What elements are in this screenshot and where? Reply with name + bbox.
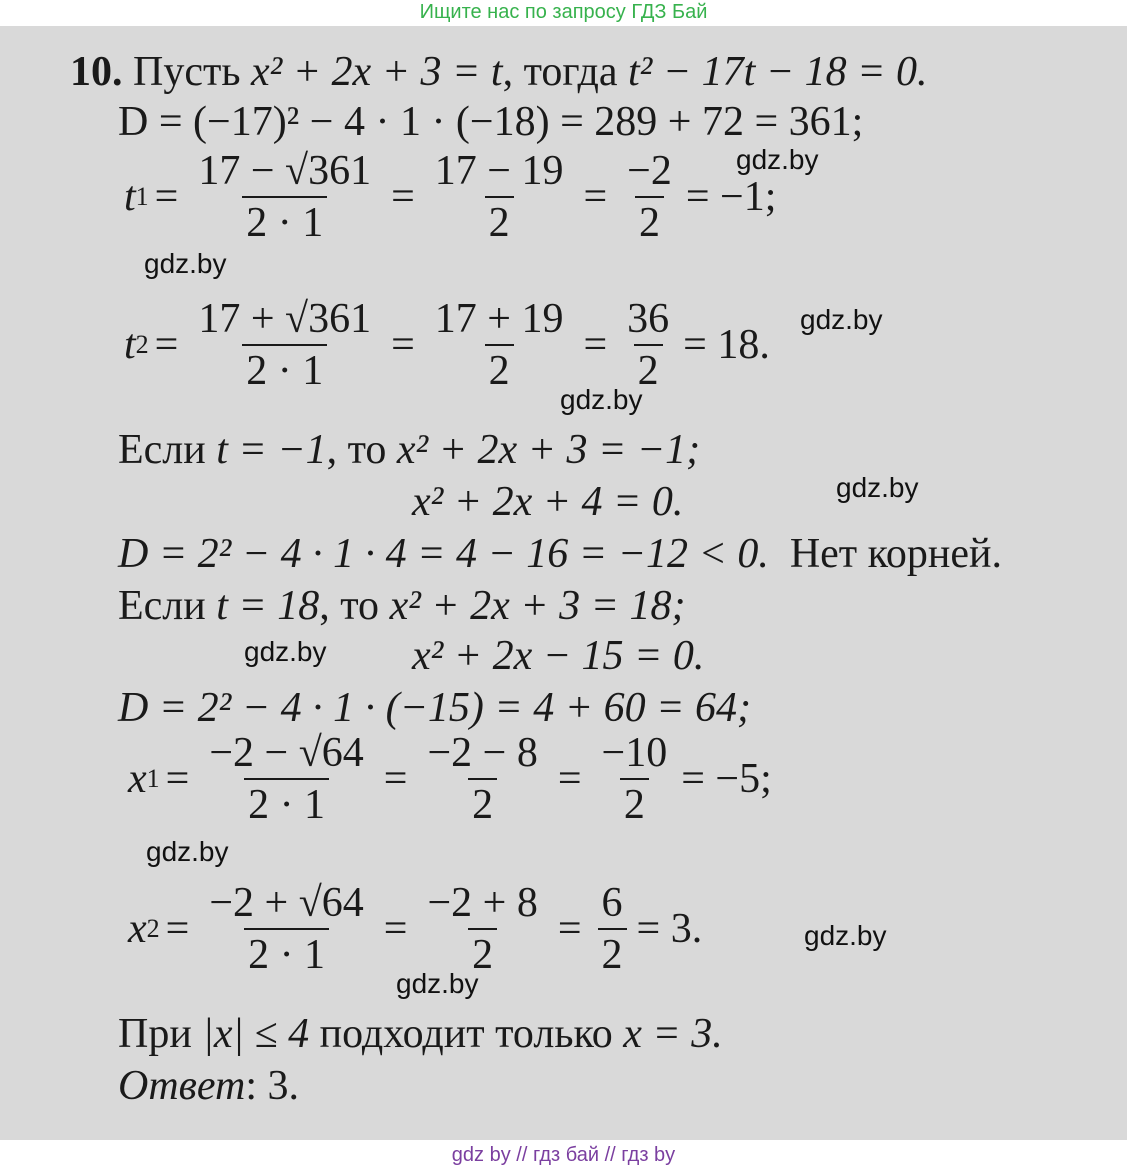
bleed-through-text [40,166,78,210]
watermark: gdz.by [736,144,819,175]
discriminant-line-2 [118,530,1002,578]
fraction-denominator: 2 [620,778,649,828]
watermark: gdz.by [800,304,883,335]
t2-result: = 18. [683,322,770,368]
fraction-denominator: 2 [634,344,663,394]
fraction [194,148,375,246]
x1-result: = −5; [681,756,772,802]
fraction-numerator: 6 [601,880,623,926]
watermark: gdz.by [836,472,919,503]
fraction-denominator: 2 [485,196,514,246]
answer-line [118,1062,299,1110]
fraction-denominator: 2 · 1 [242,344,327,394]
watermark: gdz.by [804,920,887,951]
scanned-page [0,26,1127,1140]
fraction-denominator: 2 [485,344,514,394]
case-2-line [118,582,685,630]
watermark: gdz.by [146,836,229,867]
discriminant-line-1: D = (−17)² − 4 · 1 · (−18) = 289 + 72 = 361; [118,99,864,145]
fraction-numerator: 17 − 19 [434,148,564,194]
fraction-numerator: −2 [627,148,672,194]
discriminant-line-3 [118,684,751,732]
text-then: , то [326,427,397,473]
fraction-numerator: −2 + √64 [209,880,364,926]
condition-inequality: |x| ≤ 4 [202,1011,310,1057]
case-2-value: t = 18 [216,583,320,629]
root-t2-equation: t 2 = $\frac{17 + √361}{2 \cdot 1}$ = $\frac{17 + 19}{2}$ = $\frac{36}{2}$ = 18. [124,296,770,394]
fraction [423,880,541,978]
fraction-numerator: −2 − 8 [427,730,538,776]
watermark: gdz.by [396,968,479,999]
root-x1-equation: x 1 = $\frac{-2 - √64}{2 \cdot 1}$ = $\frac{-2 - 8}{2}$ = $\frac{-10}{2}$ = −5; [128,730,772,828]
substitution-expression: x² + 2x + 3 = t [250,49,503,95]
no-roots-text: Нет корней. [789,531,1003,577]
fraction [205,880,367,978]
fraction [423,730,541,828]
text-if: Если [118,427,217,473]
fraction [623,148,676,246]
problem-number: 10. [70,49,123,95]
case-1-line [118,426,700,474]
fraction [431,296,568,394]
fraction-denominator: 2 · 1 [242,196,327,246]
t1-variable: t [124,174,136,220]
watermark: gdz.by [560,384,643,415]
fraction [431,148,568,246]
watermark: gdz.by [144,248,227,279]
case-1-value: t = −1 [216,427,327,473]
case-2-equation: x² + 2x + 3 = 18; [389,583,686,629]
x1-variable: x [128,756,147,802]
fraction-denominator: 2 · 1 [244,778,329,828]
fraction-numerator: 36 [627,296,670,342]
selected-root: x = 3. [623,1011,723,1057]
text-then: , то [319,583,390,629]
fraction [205,730,367,828]
fraction-denominator: 2 [468,928,497,978]
fraction-denominator: 2 · 1 [244,928,329,978]
answer-value: : 3. [245,1063,299,1109]
fraction-numerator: 17 + 19 [434,296,564,342]
t1-result: = −1; [685,174,777,220]
answer-label: Ответ [118,1063,246,1109]
text-for: При [118,1011,203,1057]
text-then: , тогда [502,49,629,95]
condition-line [118,1010,723,1058]
text-let: Пусть [133,49,251,95]
fraction [623,296,673,394]
discriminant-3-expression: D = 2² − 4 · 1 · (−15) = 4 + 60 = 64; [118,685,751,731]
fraction-numerator: −2 − √64 [209,730,364,776]
text-if: Если [118,583,217,629]
fraction-numerator: 17 + √361 [198,296,372,342]
fraction-denominator: 2 [468,778,497,828]
x2-result: = 3. [636,906,703,952]
problem-statement-line [70,48,927,96]
case-1-simplified-equation: x² + 2x + 4 = 0. [412,479,684,525]
text-only-fits: подходит только [309,1011,624,1057]
root-x2-equation: x 2 = $\frac{-2 + √64}{2 \cdot 1}$ = $\frac{-2 + 8}{2}$ = $\frac{6}{2}$ = 3. [128,880,703,978]
fraction [194,296,375,394]
fraction [598,730,672,828]
bottom-banner[interactable]: gdz by // гдз бай // гдз by [0,1140,1127,1170]
top-banner[interactable]: Ищите нас по запросу ГДЗ Бай [0,0,1127,26]
fraction-denominator: 2 [598,928,627,978]
fraction-denominator: 2 [635,196,664,246]
fraction-numerator: −2 + 8 [427,880,538,926]
fraction-numerator: 17 − √361 [198,148,372,194]
case-2-simplified [412,632,704,680]
case-2-simplified-equation: x² + 2x − 15 = 0. [412,633,705,679]
root-t1-equation: t 1 = $\frac{17 - √361}{2 \cdot 1}$ = $\frac{17 - 19}{2}$ = $\frac{-2}{2}$ = −1; [124,148,777,246]
fraction [598,880,627,978]
watermark: gdz.by [244,636,327,667]
fraction-numerator: −10 [601,730,668,776]
t2-variable: t [124,322,136,368]
case-1-simplified [412,478,683,526]
quadratic-in-t: t² − 17t − 18 = 0. [628,49,928,95]
case-1-equation: x² + 2x + 3 = −1; [396,427,701,473]
discriminant-2-expression: D = 2² − 4 · 1 · 4 = 4 − 16 = −12 < 0. [118,531,769,577]
x2-variable: x [128,906,147,952]
